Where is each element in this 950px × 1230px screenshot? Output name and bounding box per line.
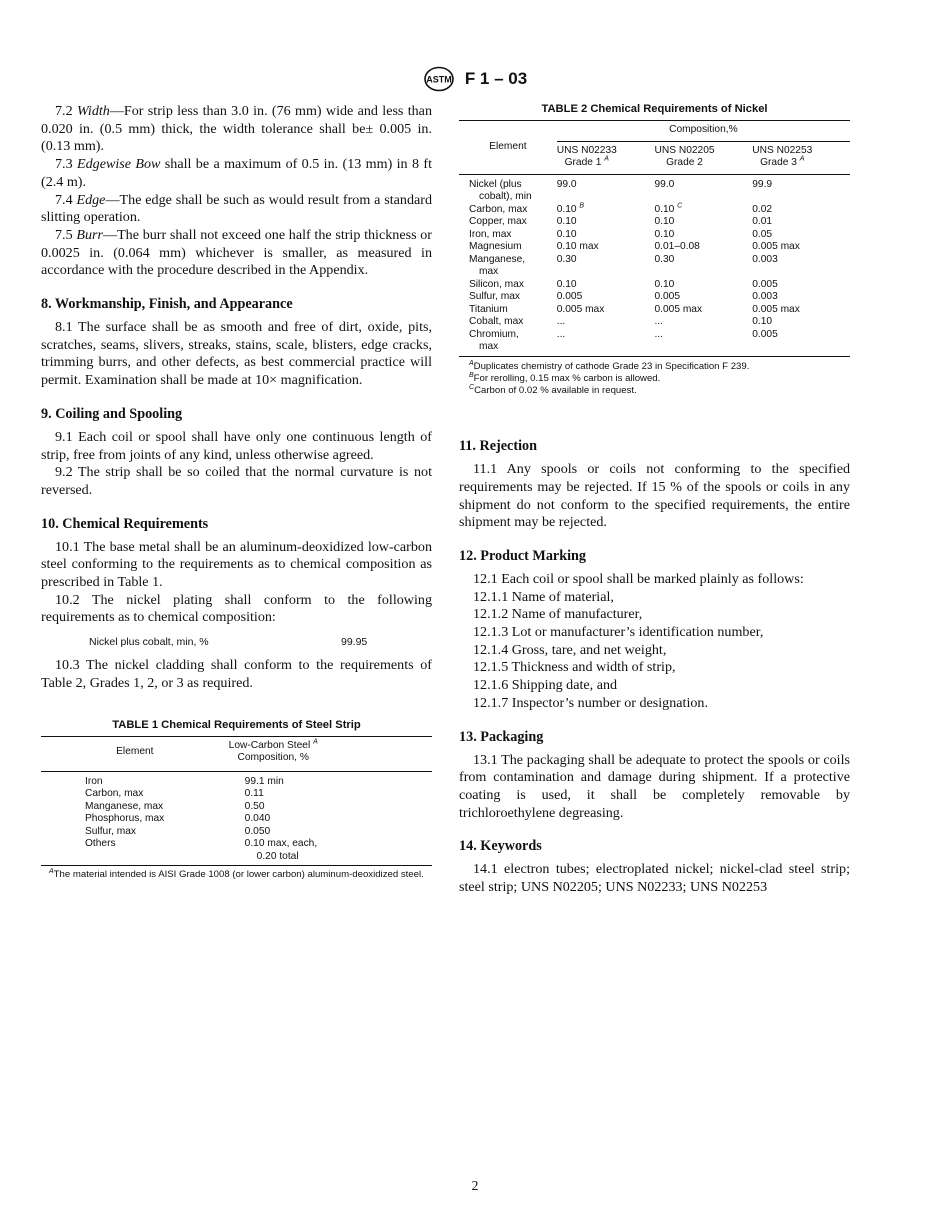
- section-9-2: 9.2 The strip shall be so coiled that the normal curvature is not reversed.: [41, 464, 432, 498]
- section-10-1: 10.1 The base metal shall be an aluminum-deoxidized low-carbon steel conforming to the requirements as to chemical composition as prescribed in Table 1.: [41, 538, 432, 591]
- section-10-heading: 10. Chemical Requirements: [41, 515, 209, 532]
- table-row: Carbon, max 0.11: [85, 788, 264, 800]
- list-item: 12.1.4 Gross, tare, and net weight,: [473, 641, 667, 658]
- section-9-heading: 9. Coiling and Spooling: [41, 405, 183, 422]
- section-11-heading: 11. Rejection: [459, 438, 538, 455]
- table-2-header-grade-2: UNS N02205 Grade 2: [654, 144, 715, 168]
- list-item: 12.1.7 Inspector’s number or designation.: [473, 694, 708, 711]
- table-1-header-element: Element: [116, 745, 154, 757]
- table-row: Manganese, max 0.30 0.30 0.003: [469, 253, 778, 277]
- table-row: Silicon, max 0.10 0.10 0.005: [469, 278, 778, 290]
- table-2-footnote: $^A$Duplicates chemistry of cathode Grade 23 in Specification F 239.: [469, 359, 750, 372]
- table-1-title: TABLE 1 Chemical Requirements of Steel Strip: [112, 718, 361, 731]
- table-row: Others 0.10 max, each,: [85, 838, 318, 850]
- table-2-header-grade-3: UNS N02253 Grade 3 $^A$: [752, 144, 813, 168]
- section-11-1: 11.1 Any spools or coils not conforming to the specified requirements may be rejected. If 15 % of the spools or coils in any shipment do not conform to the specified requirements, the entire shipment may be rejected.: [459, 461, 850, 531]
- section-8-1: 8.1 The surface shall be as smooth and free of dirt, oxide, pits, scratches, seams, slivers, streaks, stains, scale, blisters, edge cracks, trimming burrs, and other defects, as best commercial practice will permit. Examination shall be made at 10× magnification.: [41, 319, 432, 389]
- page-header: [0, 66, 950, 92]
- table-2-header-element: Element: [459, 121, 557, 175]
- list-item: 12.1.3 Lot or manufacturer’s identification number,: [473, 624, 764, 641]
- nickel-plating-requirement: [41, 634, 432, 650]
- table-row: Chromium, max ... ... 0.005: [459, 329, 850, 357]
- table-2-footnotes: [459, 361, 850, 398]
- section-10-2: 10.2 The nickel plating shall conform to the following requirements as to chemical composition:: [41, 591, 432, 626]
- section-13-heading: 13. Packaging: [459, 728, 544, 745]
- designation: F 1 – 03: [464, 69, 528, 88]
- table-row: Titanium 0.005 max 0.005 max 0.005 max: [469, 303, 800, 315]
- table-2-header-grade-1: UNS N02233 Grade 1 $^A$: [556, 144, 617, 168]
- table-row: Magnesium 0.10 max 0.01–0.08 0.005 max: [469, 241, 800, 252]
- section-8-heading: 8. Workmanship, Finish, and Appearance: [41, 296, 293, 313]
- table-row: Iron 99.1 min: [85, 775, 284, 787]
- requirement-value: 99.95: [341, 636, 368, 649]
- section-9-1: 9.1 Each coil or spool shall have only one continuous length of strip, free from joints of any kind, unless otherwise agreed.: [41, 428, 432, 463]
- table-row: Manganese, max 0.50: [85, 800, 265, 812]
- table-1: [41, 736, 432, 867]
- table-row: Sulfur, max 0.005 0.005 0.003: [469, 291, 778, 302]
- section-10-3: 10.3 The nickel cladding shall conform to the requirements of Table 2, Grades 1, 2, or 3 as required.: [41, 657, 432, 691]
- table-2: [459, 120, 850, 357]
- right-column: [459, 103, 850, 897]
- table-row: Iron, max 0.10 0.10 0.05: [469, 228, 773, 240]
- astm-logo: [423, 66, 455, 92]
- section-7-3: 7.3 Edgewise Bow shall be a maximum of 0.5 in. (13 mm) in 8 ft (2.4 m).: [41, 156, 432, 190]
- section-7-5: 7.5 Burr—The burr shall not exceed one half the strip thickness or 0.0025 in. (0.064 mm) whichever is smaller, as measured in accordance with the procedure described in the Appendix.: [41, 226, 432, 279]
- section-14-1: 14.1 electron tubes; electroplated nickel; nickel-clad steel strip; steel strip; UNS N02205; UNS N02233; UNS N02253: [459, 861, 850, 896]
- section-7-4: 7.4 Edge—The edge shall be such as would result from a standard slitting operation.: [41, 191, 432, 226]
- requirement-label: Nickel plus cobalt, min, %: [89, 636, 209, 649]
- list-item: 12.1.2 Name of manufacturer,: [473, 606, 643, 623]
- table-row: Phosphorus, max 0.040: [85, 813, 271, 825]
- table-2-header-composition: Composition,%: [557, 121, 850, 142]
- list-item: 12.1.6 Shipping date, and: [473, 677, 618, 694]
- section-12-heading: 12. Product Marking: [459, 547, 587, 564]
- table-row: Cobalt, max ... ... 0.10: [469, 316, 773, 327]
- table-row: Carbon, max 0.10 $^B$ 0.10 $^C$ 0.02: [469, 202, 773, 215]
- section-14-heading: 14. Keywords: [459, 838, 542, 855]
- left-column: [41, 103, 432, 881]
- section-7-2: 7.2 Width—For strip less than 3.0 in. (76 mm) wide and less than 0.020 in. (0.5 mm) thick, the width tolerance shall be± 0.005 in. (0.13 mm).: [41, 103, 432, 155]
- astm-logo-text: ASTM: [426, 74, 452, 85]
- table-row: Nickel (plus cobalt), min 99.0 99.0 99.9: [469, 178, 773, 202]
- page-number: 2: [471, 1178, 479, 1193]
- table-1-footnote: $^A$The material intended is AISI Grade 1008 (or lower carbon) aluminum-deoxidized steel.: [49, 867, 424, 881]
- table-1-header-composition: Low-Carbon Steel $^A$ Composition, %: [228, 738, 318, 764]
- table-row: Copper, max 0.10 0.10 0.01: [469, 216, 773, 227]
- table-2-footnote: $^B$For rerolling, 0.15 max % carbon is allowed.: [469, 371, 661, 384]
- table-row: Sulfur, max 0.050: [85, 825, 271, 837]
- section-12-list: [459, 571, 850, 713]
- list-item: 12.1.5 Thickness and width of strip,: [473, 659, 676, 676]
- table-2-footnote: $^C$Carbon of 0.02 % available in request.: [469, 383, 637, 396]
- section-13-1: 13.1 The packaging shall be adequate to protect the spools or coils from contamination and damage during shipment. If a protective coating is used, it shall be completely removable by trichloroethylene degreasing.: [459, 751, 850, 821]
- table-row: 0.20 total: [41, 851, 432, 866]
- list-item: 12.1.1 Name of material,: [473, 588, 614, 605]
- table-2-title: TABLE 2 Chemical Requirements of Nickel: [541, 103, 768, 115]
- list-item: 12.1 Each coil or spool shall be marked plainly as follows:: [473, 570, 804, 587]
